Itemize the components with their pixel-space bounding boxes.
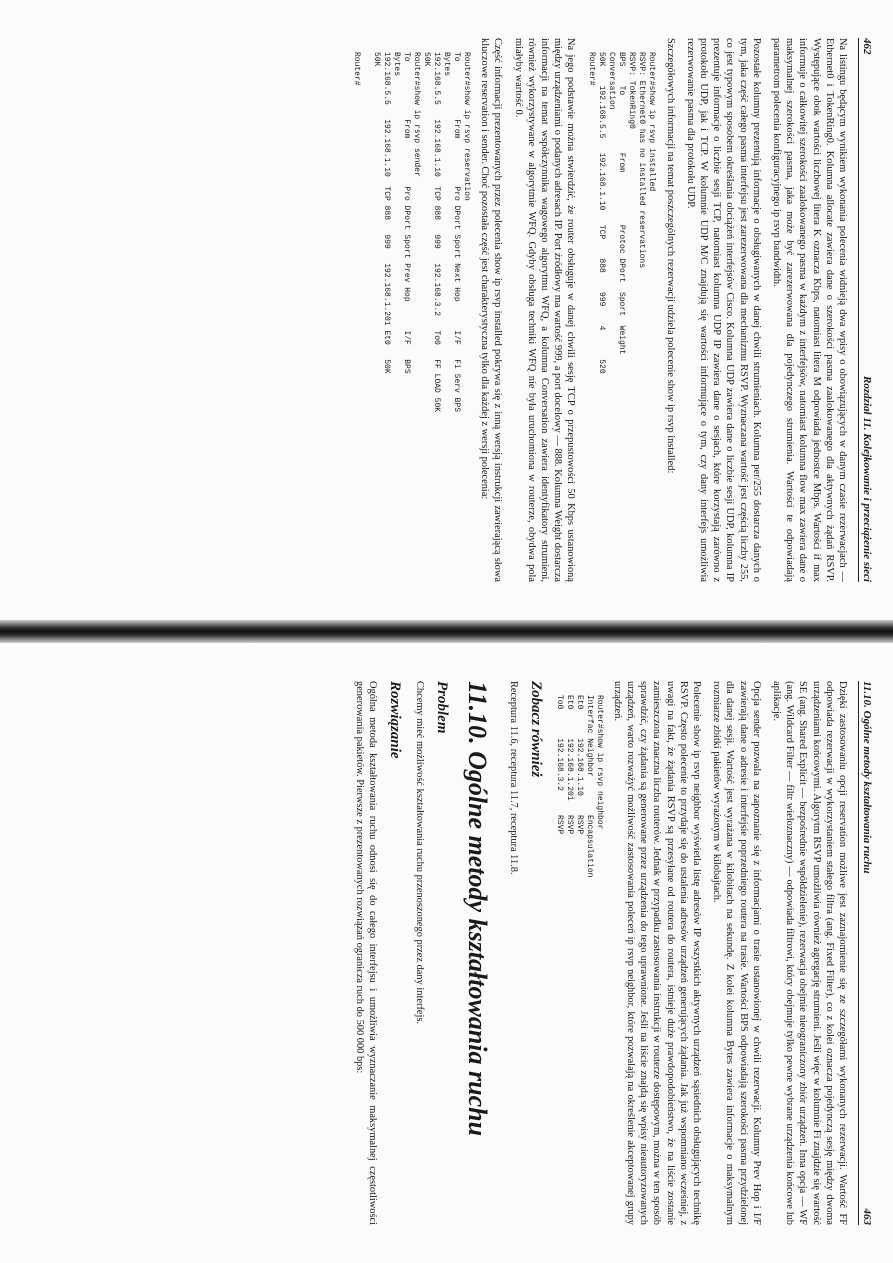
solution-heading: Rozwiązanie <box>387 681 404 759</box>
right-paragraph-2: Opcja sender pozwala na zapoznanie się z informacjami o trasie ustanowionej w chwili rezerwacji. Kolumny Prev Hop i I/F zawierają dane o adresie i interfejsie poprzedniego routera na trasie. Wartości BPS odpowiadają szerokości pasma przydzielonej dla danej sesji. Wartość jest wyrażana w kilobitach na sekundę. Z kolei kolumna Bytes zawiera informacje o maksymalnym rozmiarze zbitki pakietów wyrażonym w kilobajtach. <box>711 681 762 1225</box>
book-gutter <box>0 620 893 643</box>
right-header <box>858 681 879 1225</box>
right-running-head: 11.10. Ogólne metody kształtowania ruchu <box>861 681 873 874</box>
left-page <box>0 0 893 620</box>
solution-text: Ogólna metoda kształtowania ruchu odnosi się do całego interfejsu i umożliwia wyznaczanie maksymalnej częstotliwości generowania pakietów. Pierwsze z prezentowanych rozwiązań ogranicza ruch do 500 000 bps: <box>353 681 379 1225</box>
right-page-number: 463 <box>861 1208 873 1225</box>
see-also-heading: Zobacz również <box>527 681 544 778</box>
left-paragraph-2: Pozostałe kolumny prezentują informacje o obsługiwanych w danej chwili strumieniach. Kolumna per/255 dostarcza danych o tym, jaka część całego pasma interfejsu jest zarezerwowana dla mechanizmu RSVP. Wyznaczana wartość jest częścią liczby 255, co jest typowym sposobem określania obciążeń interfejsów Cisco. Kolumna UDP zawiera dane o liczbie sesji UDP, kolumna IP prezentuje informacje o liczbie sesji TCP, natomiast kolumna UDP IP zawiera dane o sesjach, które korzystają zarówno z protokołu UDP, jak i TCP. W kolumnie UDP M/C znajdują się wartości informujące o tym, czy dany interfejs umożliwia rezerwowanie pasma dla protokołu UDP. <box>684 38 762 582</box>
code-rsvp-installed: Router#show ip rsvp installed RSVP: Ethernet0 has no installed reservations RSVP: TokenRing0 BPS To From Protoc DPort Sport Weight Conversation 50K 192.168.5.5 192.168.1.10 TCP 888 999 4 520 Router# <box>587 52 657 374</box>
right-paragraph-1: Dzięki zastosowaniu opcji reservation możliwe jest zaznajomienie się ze szczegółami wykonanych rezerwacji. Wartość FF odpowiada rezerwacji w wykorzystaniem stałego filtra (ang. Fixed Filter), co z kolei oznacza pojedynczą sesję między dwoma urządzeniami końcowymi. Algorytm RSVP umożliwia również agregację strumieni. Jeśli więc w kolumnie Fi znajdzie się wartość SE (ang. Shared Explicit — bezpośrednie współdzielenie), rezerwacja obejmie nieograniczony zbiór urządzeń. Inna opcja — WF (ang. Wildcard Filter — filtr wieloznaczny) — odpowiada filtrowi, który obejmuje tylko pewne wybrane urządzenia końcowe lub aplikacje. <box>770 681 848 1225</box>
left-paragraph-3: Szczegółowych informacji na temat poszczególnych rezerwacji udziela polecenie show ip rsvp installed: <box>664 38 676 474</box>
code-rsvp-neighbor: Router#show ip rsvp neighbor Interfac Neighbor Encapsulation Et0 192.168.1.10 RSVP Et0 192.168.1.201 RSVP To0 192.168.3.2 RSVP <box>554 695 604 878</box>
left-header <box>858 38 879 582</box>
see-also-text: Receptura 11.6, receptura 11.7, receptura 11.8. <box>507 681 519 875</box>
left-running-head: Rozdział 11. Kolejkowanie i przeciążenie sieci <box>861 376 873 582</box>
right-page <box>0 643 893 1263</box>
code-rsvp-reservation-sender: Router#show ip rsvp reservation To From Pro DPort Sport Next Hop I/F Fi Serv BPS Bytes 192.168.5.5 192.168.1.10 TCP 888 999 192.168.3.2 To0 FF LOAD 50K 50K Router#show ip rsvp sender To From Pro DPort Sport Prev Hop I/F BPS Bytes 192.168.5.5 192.168.1.10 TCP 888 999 192.168.1.201 Et0 50K 50K Router# <box>351 52 471 413</box>
section-title: 11.10. Ogólne metody kształtowania ruchu <box>463 681 493 1137</box>
left-page-number: 462 <box>861 38 873 55</box>
right-paragraph-3: Polecenie show ip rsvp neighbor wyświetla listę adresów IP wszystkich aktywnych urządzeń sąsiednich obsługujących technikę RSVP. Często polecenie to przydaje się do ustalenia adresów urządzeń generujących żądania. Jak już wspomniano wcześniej, z uwagi na fakt, że żądania RSVP są przesyłane od routera do routera, istnieje duże prawdopodobieństwo, że na liście zostanie zamieszczona znaczna liczba routerów. Jednak w przypadku zastosowania instrukcji w routerze dostępowym, można w ten sposób sprawdzić, czy żądania są generowane przez urządzenia do tego uprawnione. Jeśli na liście znajdą się wpisy nieautoryzowanych urządzeń, warto rozważyć możliwość zastosowania poleceń ip rsvp neighbor, które pozwalają na określenie akceptowanej grupy urządzeń. <box>611 681 702 1225</box>
problem-heading: Problem <box>434 681 451 734</box>
left-paragraph-4: Na jego podstawie można stwierdzić, że router obsługuje w danej chwili sesję TCP o przepustowości 50 Kbps ustanowioną między urządzeniami o podanych adresach IP. Port źródłowy ma wartość 999, a port docelowy — 888. Kolumna Weight dostarcza informacji na temat współczynnika wagowego algorytmu WFQ, a kolumna Conversation zawiera identyfikatory strumieni, również wykorzystywane w algorytmie WFQ. Gdyby obsługa techniki WFQ nie była uruchomiona w routerze, obydwa pola miałyby wartość 0. <box>512 38 577 582</box>
left-paragraph-5: Część informacji prezentowanych przez polecenia show ip rsvp installed pokrywa się z inną wersją instrukcji zawierającą słowa kluczowe reservation i sender. Choć pozostała część jest charakterystyczna tylko dla każdej z wersji polecenia: <box>479 38 504 582</box>
problem-text: Chcemy mieć możliwość kształtowania ruchu przenoszonego przez dany interfejs. <box>414 681 426 1025</box>
left-paragraph-1: Na listingu będącym wynikiem wykonania polecenia widnieją dwa wpisy o obowiązujących w danym czasie rezerwacjach — Ethernet0 i TokenRing0. Kolumna allocate zawiera dane o szerokości pasma zaalokowanego dla aktywnych żądań RSVP. Występujące obok wartości liczbowej litera K oznacza Kbps, natomiast litera M odpowiada jednostce Mbps. Wartości if max informuje o całkowitej szerokości zaalokowanego pasma w każdym z interfejsów, natomiast kolumna flow max zawiera dane o maksymalnej szerokości pasma, jaka może być zarezerwowana dla pojedynczego strumienia. Wartości te odpowiadają parametrom polecenia konfiguracyjnego ip rsvp bandwidth. <box>770 38 848 582</box>
